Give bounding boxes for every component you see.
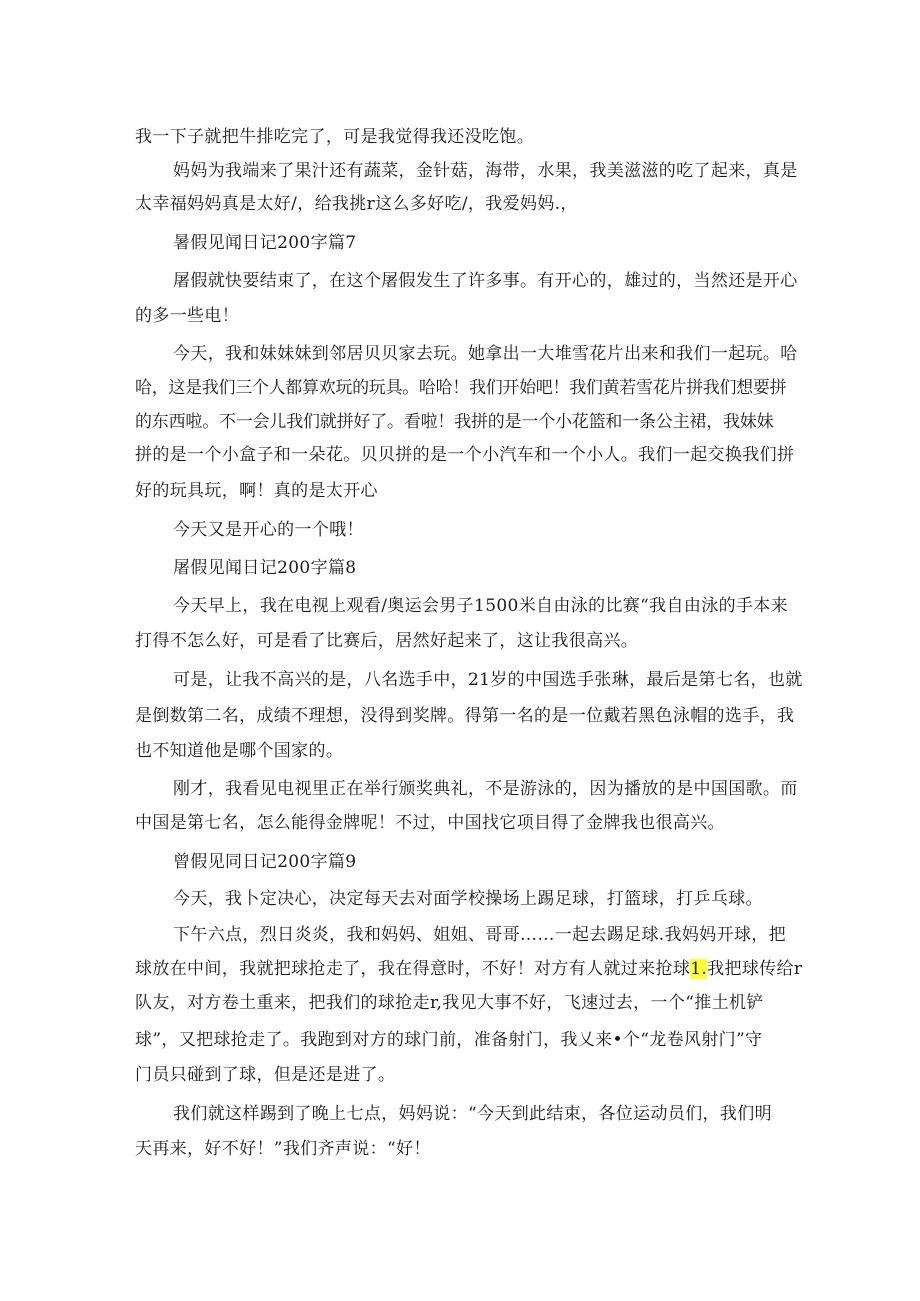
text-line [135,958,802,980]
text-line: 打得不怎么好，可是看了比赛后，居然好起来了，这让我很高兴。 [135,631,639,651]
text-line: 屠假就快要结束了，在这个屠假发生了许多事。有开心的，雄过的，当然还是开心 [173,271,798,291]
highlighted-text: 1. [690,959,708,979]
text-line: 队友，对方卷土重来，把我们的球抢走r,我见大事不好，飞速过去，一个“推土机铲 [135,993,764,1013]
text-line: 中国是第七名，怎么能得金牌呢！不过，中国找它项目得了金牌我也很高兴。 [135,813,725,833]
section-heading: 暑假见闻日记200字篇7 [173,233,357,253]
text-line: 太幸福妈妈真是太好/，给我挑r这么多好吃/，我爱妈妈.， [135,194,578,214]
text-line: 我一下子就把牛排吃完了，可是我觉得我还没吃饱。 [135,127,535,147]
section-heading: 屠假见闻日记200字篇8 [173,558,357,578]
text-line: 也不知道他是哪个国家的。 [135,741,344,761]
text-line: 球”，又把球抢走了。我跑到对方的球门前，准备射门，我乂来•个“龙卷风射门”守 [135,1030,763,1050]
text-line: 是倒数第二名，成绩不理想，没得到奖牌。得第一名的是一位戴若黑色泳帽的选手，我 [135,706,795,726]
text-line: 刚才，我看见电视里正在举行颁奖典礼，不是游泳的，因为播放的是中国国歌。而 [173,779,798,799]
text-segment: 球放在中间，我就把球抢走了，我在得意时，不好！对方有人就过来抢球 [135,959,691,979]
text-line: 的多一些电！ [135,306,240,326]
text-line: 今天早上，我在电视上观看/奥运会男子1500米自由泳的比赛“我自由泳的手本来 [173,596,788,616]
text-segment: 我把球传给r [707,959,803,979]
text-line: 可是，让我不高兴的是，八名选手中，21岁的中国选手张琳，最后是第七名，也就 [173,670,803,690]
text-line: 哈，这是我们三个人都算欢玩的玩具。哈哈！我们开始吧！我们黄若雪花片拼我们想要拼 [135,378,787,398]
text-line: 我们就这样踢到了晚上七点，妈妈说：“今天到此结束，各位运动员们，我们明 [173,1104,772,1124]
text-line: 下午六点，烈日炎炎，我和妈妈、姐姐、哥哥……一起去踢足球.我妈妈开球，把 [173,925,787,945]
text-line: 妈妈为我端来了果汁还有蔬菜，金针菇，海带，水果，我美滋滋的吃了起来，真是 [173,161,798,181]
text-line: 好的玩具玩，啊！真的是太开心 [135,481,378,501]
text-line: 今天又是开心的一个哦！ [173,520,364,540]
section-heading: 曾假见同日记200字篇9 [173,852,357,872]
text-line: 门员只碰到了球，但是还是进了。 [135,1065,396,1085]
text-line: 天再来，好不好！”我们齐声说：“好！ [135,1139,431,1159]
text-line: 今天，我和妹妹妹到邻居贝贝家去玩。她拿出一大堆雪花片出来和我们一起玩。哈 [173,344,798,364]
text-line: 拼的是一个小盒子和一朵花。贝贝拼的是一个小汽车和一个小人。我们一起交换我们拼 [135,445,795,465]
text-line: 今天，我卜定决心，决定每天去对面学校操场上踢足球，打篮球，打乒乓球。 [173,889,763,909]
text-line: 的东西啦。不一会儿我们就拼好了。看啦！我拼的是一个小花篮和一条公主裙，我妹妹 [135,412,774,432]
